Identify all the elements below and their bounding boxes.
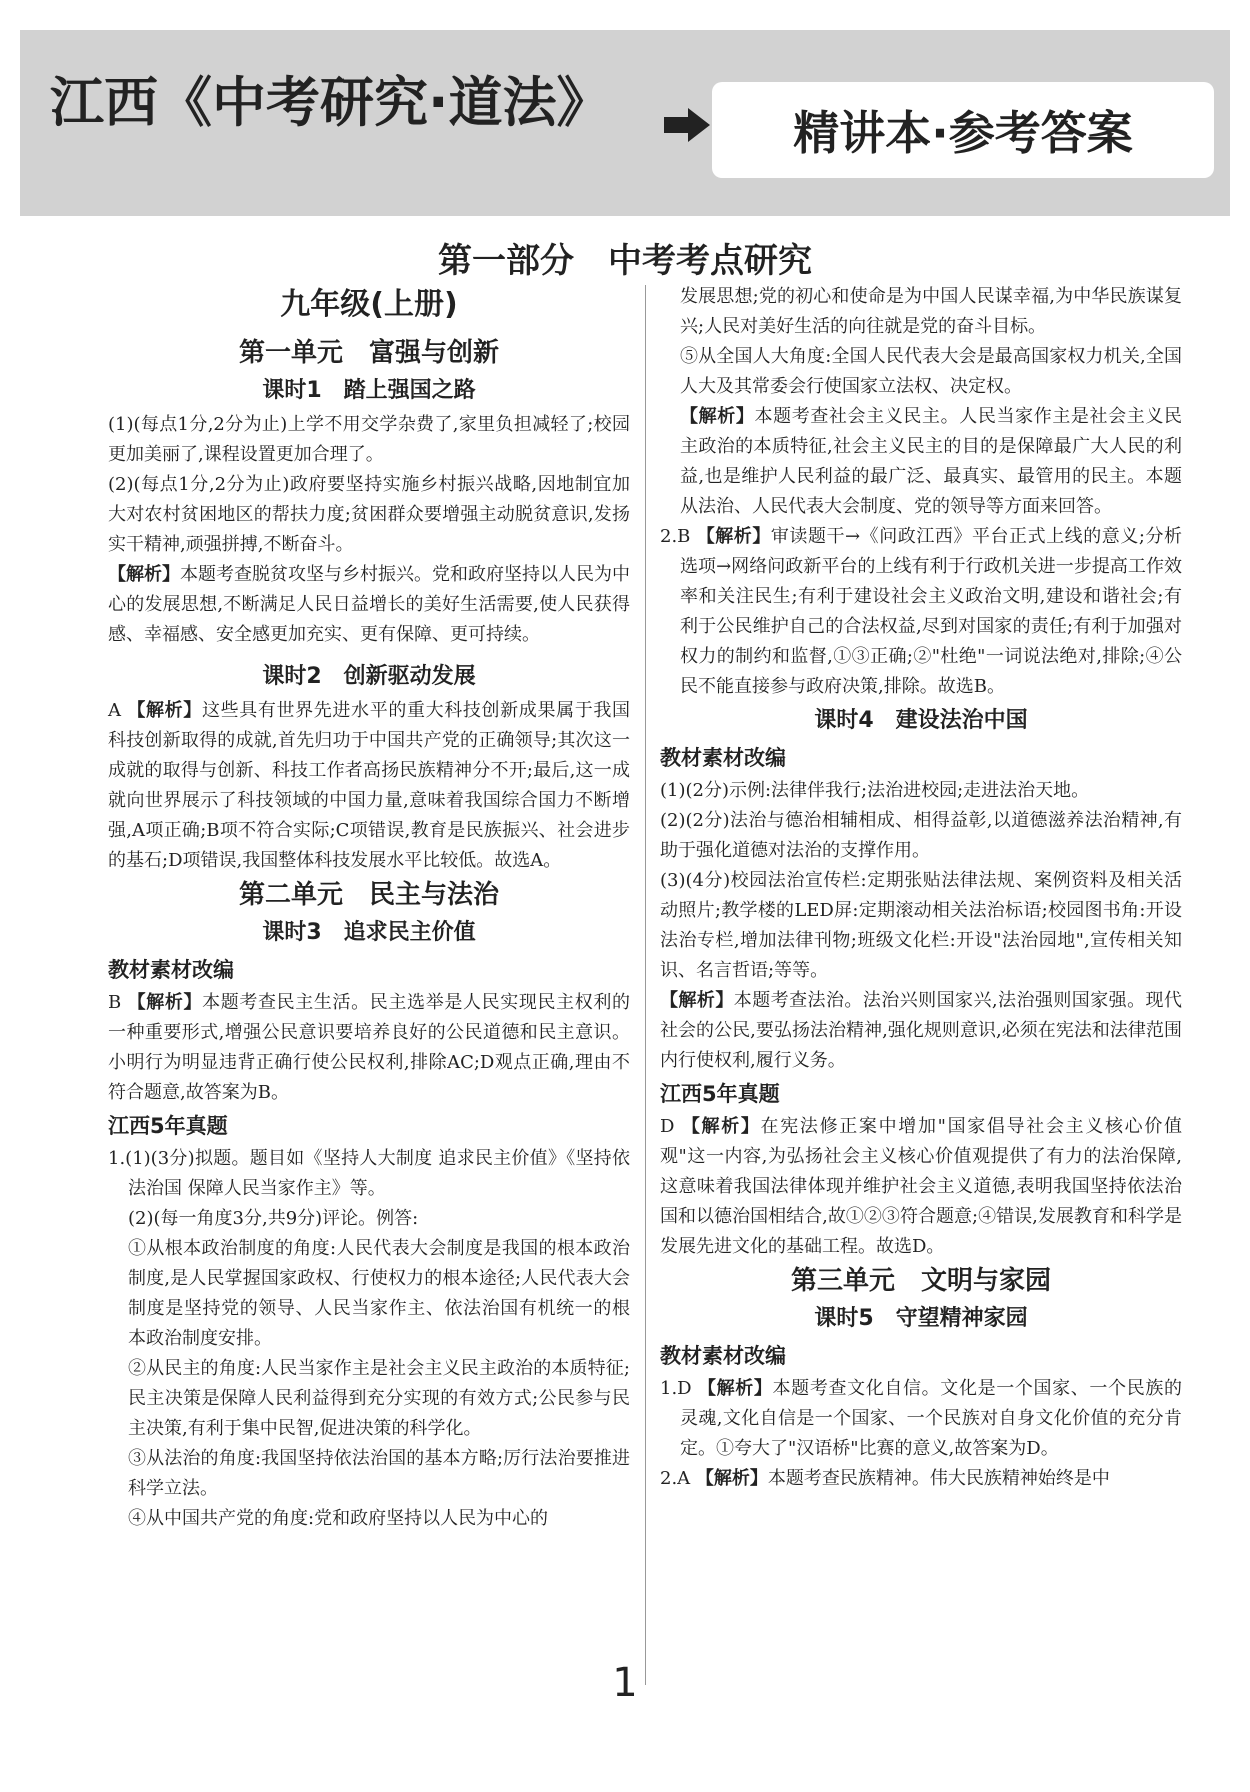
arrow-right-icon <box>664 108 710 142</box>
analysis-tag: 【解析】 <box>127 700 202 721</box>
section-subheading: 江西5年真题 <box>660 1082 780 1106</box>
analysis-tag: 【解析】 <box>660 990 734 1011</box>
analysis-tag: 【解析】 <box>108 564 180 585</box>
analysis-text: 审读题干→《问政江西》平台正式上线的意义;分析选项→网络问政新平台的上线有利于行政机关进一步提高工作效率和关注民生;有利于建设社会主义政治文明,建设和谐社会;有利于公民维护自己的合法权益,尽到对国家的责任;有利于加强对权力的制约和监督,①③正确;②"杜绝"一词说法绝对,排除;④公民不能直接参与政府决策,排除。故选B。 <box>680 526 1182 697</box>
answer-letter: 2.A <box>660 1468 691 1489</box>
question-answer: ⑤从全国人大角度:全国人民代表大会是最高国家权力机关,全国人大及其常委会行使国家立法权、决定权。 <box>680 346 1182 397</box>
section-subheading: 教材素材改编 <box>108 958 234 982</box>
answer-paragraph: (3)(4分)校园法治宣传栏:定期张贴法律法规、案例资料及相关活动照片;教学楼的LED屏:定期滚动相关法治标语;校园图书角:开设法治专栏,增加法律刊物;班级文化栏:开设"法治园地",宣传相关知识、名言哲语;等等。 <box>660 870 1182 981</box>
analysis-text: 本题考查文化自信。文化是一个国家、一个民族的灵魂,文化自信是一个国家、一个民族对自身文化价值的充分肯定。①夸大了"汉语桥"比赛的意义,故答案为D。 <box>680 1378 1182 1459</box>
analysis-paragraph <box>660 1112 1182 1262</box>
analysis-paragraph <box>660 1374 1182 1464</box>
question-answer: (2)(每一角度3分,共9分)评论。例答: <box>128 1208 419 1229</box>
analysis-text: 本题考查脱贫攻坚与乡村振兴。党和政府坚持以人民为中心的发展思想,不断满足人民日益增长的美好生活需要,使人民获得感、幸福感、安全感更加充实、更有保障、更可持续。 <box>108 564 630 645</box>
section-subheading: 江西5年真题 <box>108 1114 228 1138</box>
analysis-tag: 【解析】 <box>697 1378 773 1399</box>
analysis-text: 本题考查民族精神。伟大民族精神始终是中 <box>767 1468 1110 1489</box>
analysis-tag: 【解析】 <box>696 526 771 547</box>
book-title: 江西《中考研究·道法》 <box>50 71 611 134</box>
unit-heading: 第一单元 富强与创新 <box>238 338 499 368</box>
section-subheading: 教材素材改编 <box>660 1344 786 1368</box>
answer-letter: D <box>660 1116 675 1137</box>
answer-letter: 1.D <box>660 1378 692 1399</box>
question-answer: ①从根本政治制度的角度:人民代表大会制度是我国的根本政治制度,是人民掌握国家政权、行使权力的根本途径;人民代表大会制度是坚持党的领导、人民当家作主、依法治国有机统一的根本政治制度安排。 <box>128 1238 630 1349</box>
answer-paragraph: (2)(每点1分,2分为止)政府要坚持实施乡村振兴战略,因地制宜加大对农村贫困地区的帮扶力度;贫困群众要增强主动脱贫意识,发扬实干精神,顽强拼搏,不断奋斗。 <box>108 474 630 555</box>
analysis-text: 在宪法修正案中增加"国家倡导社会主义核心价值观"这一内容,为弘扬社会主义核心价值观提供了有力的法治保障,这意味着我国法律体现并维护社会主义道德,表明我国坚持依法治国和以德治国相结合,故①②③符合题意;④错误,发展教育和科学是发展先进文化的基础工程。故选D。 <box>660 1116 1182 1257</box>
question-answer: ③从法治的角度:我国坚持依法治国的基本方略;厉行法治要推进科学立法。 <box>128 1448 630 1499</box>
question-answer: ④从中国共产党的角度:党和政府坚持以人民为中心的 <box>128 1508 549 1529</box>
unit-heading: 第二单元 民主与法治 <box>238 880 499 910</box>
lesson-heading: 课时4 建设法治中国 <box>814 708 1028 733</box>
analysis-paragraph <box>660 522 1182 702</box>
right-column <box>660 282 1182 1494</box>
answer-paragraph: (1)(2分)示例:法律伴我行;法治进校园;走进法治天地。 <box>660 780 1090 801</box>
question-answer: ②从民主的角度:人民当家作主是社会主义民主政治的本质特征;民主决策是保障人民利益得到充分实现的有效方式;公民参与民主决策,有利于集中民智,促进决策的科学化。 <box>128 1358 630 1439</box>
analysis-text: 本题考查法治。法治兴则国家兴,法治强则国家强。现代社会的公民,要弘扬法治精神,强化规则意识,必须在宪法和法律范围内行使权利,履行义务。 <box>660 990 1182 1071</box>
analysis-paragraph <box>108 696 630 876</box>
analysis-paragraph <box>660 986 1182 1076</box>
question-answer: 发展思想;党的初心和使命是为中国人民谋幸福,为中华民族谋复兴;人民对美好生活的向往就是党的奋斗目标。 <box>680 286 1182 337</box>
page-number: 1 <box>612 1660 638 1706</box>
lesson-heading: 课时2 创新驱动发展 <box>262 664 476 689</box>
analysis-paragraph <box>660 402 1182 522</box>
answer-letter: 2.B <box>660 526 691 547</box>
unit-heading: 第三单元 文明与家园 <box>790 1266 1051 1296</box>
analysis-paragraph <box>108 988 630 1108</box>
analysis-text: 本题考查民主生活。民主选举是人民实现民主权利的一种重要形式,增强公民意识要培养良好的公民道德和民主意识。小明行为明显违背正确行使公民权利,排除AC;D观点正确,理由不符合题意,故答案为B。 <box>108 992 630 1103</box>
left-column <box>108 282 630 1534</box>
answer-letter: B <box>108 992 122 1013</box>
analysis-paragraph <box>660 1464 1182 1494</box>
analysis-text: 本题考查社会主义民主。人民当家作主是社会主义民主政治的本质特征,社会主义民主的目的是保障最广大人民的利益,也是维护人民利益的最广泛、最真实、最管用的民主。本题从法治、人民代表大会制度、党的领导等方面来回答。 <box>680 406 1183 517</box>
lesson-heading: 课时5 守望精神家园 <box>814 1306 1028 1331</box>
analysis-tag: 【解析】 <box>127 992 203 1013</box>
answer-paragraph: (2)(2分)法治与德治相辅相成、相得益彰,以道德滋养法治精神,有助于强化道德对法治的支撑作用。 <box>660 810 1182 861</box>
column-divider <box>645 285 646 1685</box>
analysis-text: 这些具有世界先进水平的重大科技创新成果属于我国科技创新取得的成就,首先归功于中国共产党的正确领导;其次这一成就的取得与创新、科技工作者高扬民族精神分不开;最后,这一成就向世界展示了科技领域的中国力量,意味着我国综合国力不断增强,A项正确;B项不符合实际;C项错误,教育是民族振兴、社会进步的基石;D项错误,我国整体科技发展水平比较低。故选A。 <box>108 700 631 871</box>
part-title: 第一部分 中考考点研究 <box>438 241 812 281</box>
question-answer: 1.(1)(3分)拟题。题目如《坚持人大制度 追求民主价值》《坚持依法治国 保障人民当家作主》等。 <box>108 1148 630 1199</box>
lesson-heading: 课时3 追求民主价值 <box>262 920 476 945</box>
analysis-paragraph <box>108 560 630 650</box>
answer-paragraph: (1)(每点1分,2分为止)上学不用交学杂费了,家里负担减轻了;校园更加美丽了,课程设置更加合理了。 <box>108 414 630 465</box>
analysis-tag: 【解析】 <box>680 406 755 427</box>
section-subheading: 教材素材改编 <box>660 746 786 770</box>
lesson-heading: 课时1 踏上强国之路 <box>262 378 476 403</box>
analysis-tag: 【解析】 <box>695 1468 768 1489</box>
answer-label: 精讲本·参考答案 <box>712 82 1214 178</box>
grade-heading: 九年级(上册) <box>280 287 458 322</box>
answer-letter: A <box>108 700 121 721</box>
analysis-tag: 【解析】 <box>681 1116 761 1137</box>
